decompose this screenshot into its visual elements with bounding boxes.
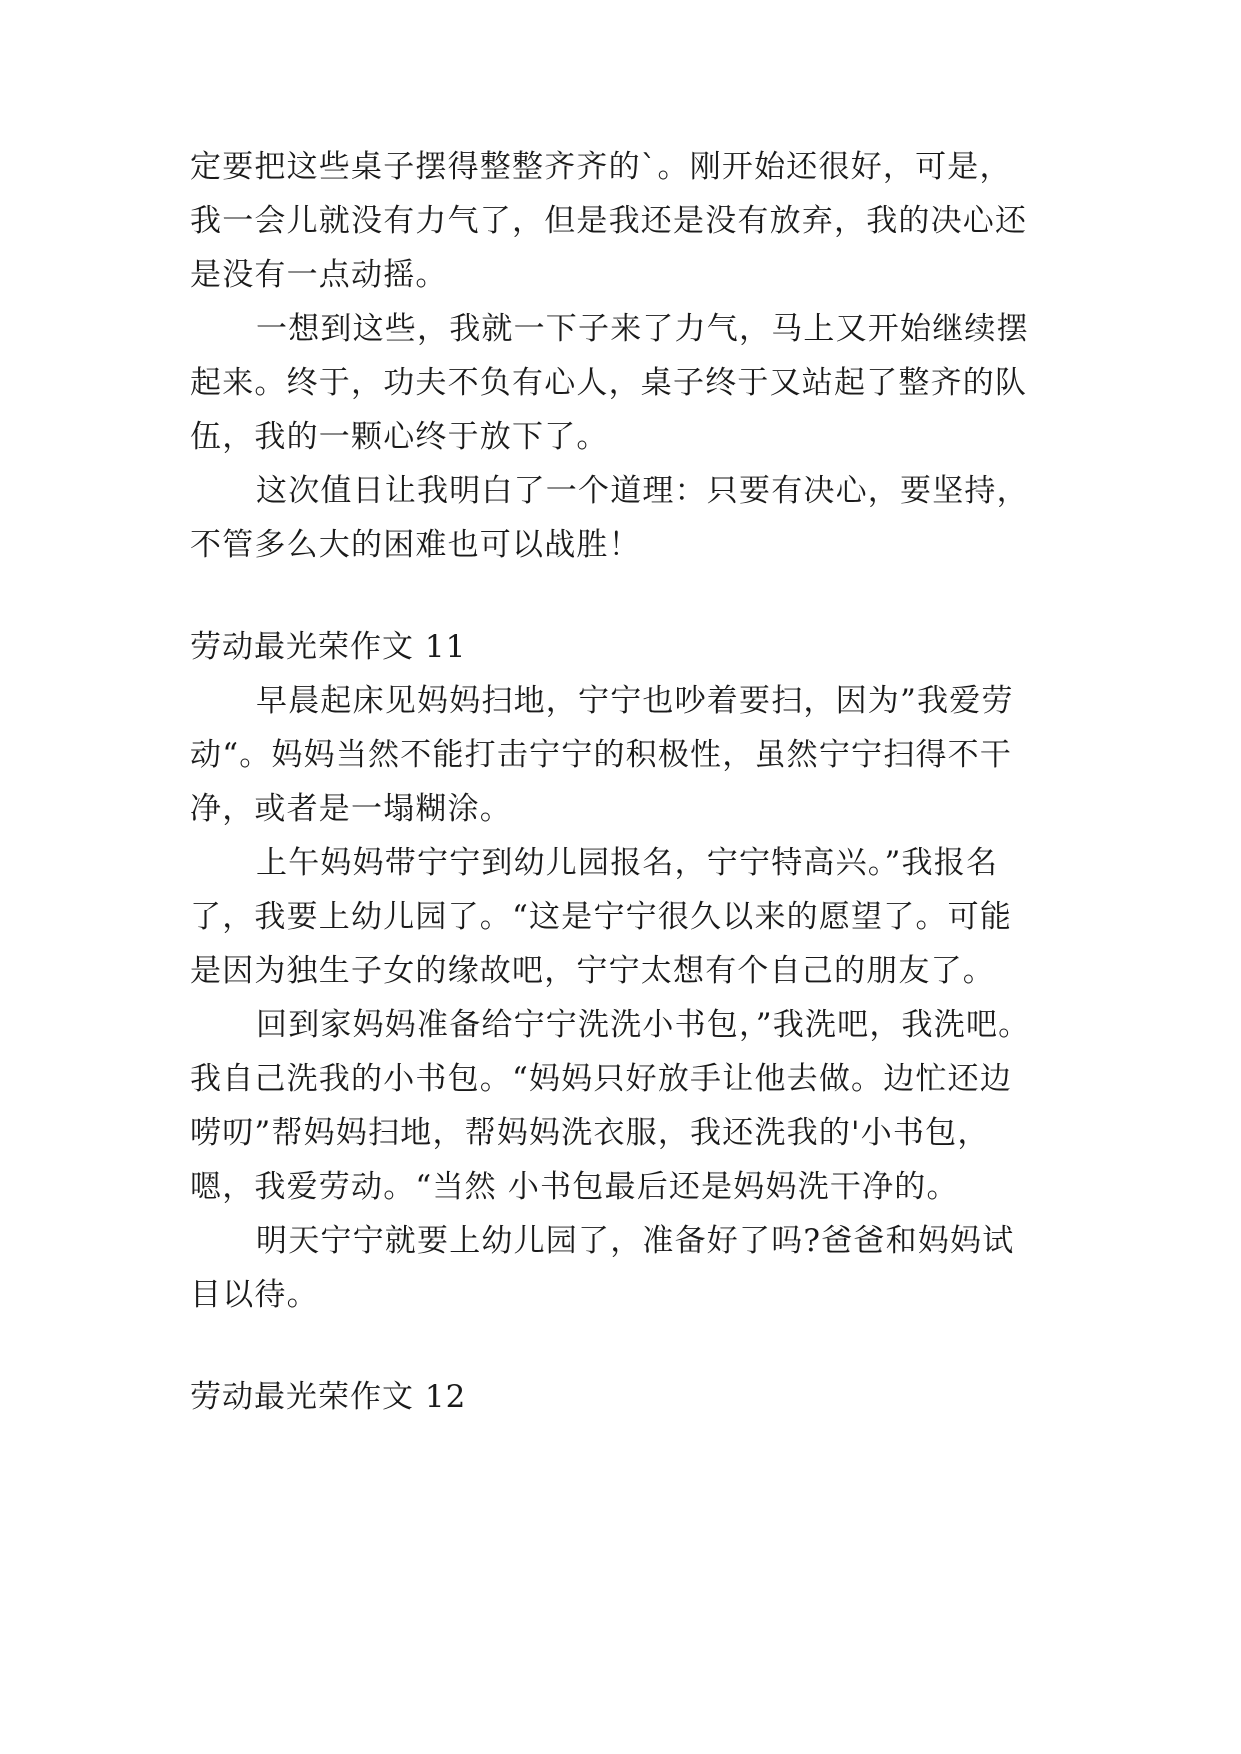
paragraph-line: 上午妈妈带宁宁到幼儿园报名，宁宁特高兴。”我报名	[256, 845, 999, 881]
paragraph-line: 嗯，我爱劳动。“当然 小书包最后还是妈妈洗干净的。	[190, 1169, 959, 1205]
paragraph-line: 起来。终于，功夫不负有心人，桌子终于又站起了整齐的队	[190, 365, 1028, 401]
paragraph-line: 唠叨”帮妈妈扫地，帮妈妈洗衣服，我还洗我的'小书包，	[190, 1115, 990, 1151]
paragraph-line: 是没有一点动摇。	[190, 257, 448, 293]
section-title: 劳动最光荣作文 11	[190, 629, 467, 665]
paragraph-line: 我自己洗我的小书包。“妈妈只好放手让他去做。边忙还边	[190, 1061, 1013, 1097]
paragraph-line: 明天宁宁就要上幼儿园了，准备好了吗?爸爸和妈妈试	[256, 1223, 1015, 1259]
paragraph-line: 净，或者是一塌糊涂。	[190, 791, 512, 827]
section-title: 劳动最光荣作文 12	[190, 1379, 467, 1415]
paragraph-line: 伍，我的一颗心终于放下了。	[190, 419, 609, 455]
paragraph-line: 是因为独生子女的缘故吧，宁宁太想有个自己的朋友了。	[190, 953, 995, 989]
paragraph-line: 了，我要上幼儿园了。“这是宁宁很久以来的愿望了。可能	[190, 899, 1013, 935]
paragraph-line: 一想到这些，我就一下子来了力气，马上又开始继续摆	[256, 311, 1029, 347]
paragraph-line: 定要把这些桌子摆得整整齐齐的`。刚开始还很好，可是，	[190, 149, 1012, 185]
paragraph-line: 不管多么大的困难也可以战胜！	[190, 527, 641, 563]
paragraph-line: 我一会儿就没有力气了，但是我还是没有放弃，我的决心还	[190, 203, 1028, 239]
paragraph-line: 这次值日让我明白了一个道理：只要有决心，要坚持，	[256, 473, 1029, 509]
paragraph-line: 目以待。	[190, 1277, 319, 1313]
paragraph-line: 动“。妈妈当然不能打击宁宁的积极性，虽然宁宁扫得不干	[190, 737, 1013, 773]
paragraph-line: 回到家妈妈准备给宁宁洗洗小书包，”我洗吧，我洗吧。	[256, 1007, 1031, 1043]
paragraph-line: 早晨起床见妈妈扫地，宁宁也吵着要扫，因为”我爱劳	[256, 683, 1014, 719]
